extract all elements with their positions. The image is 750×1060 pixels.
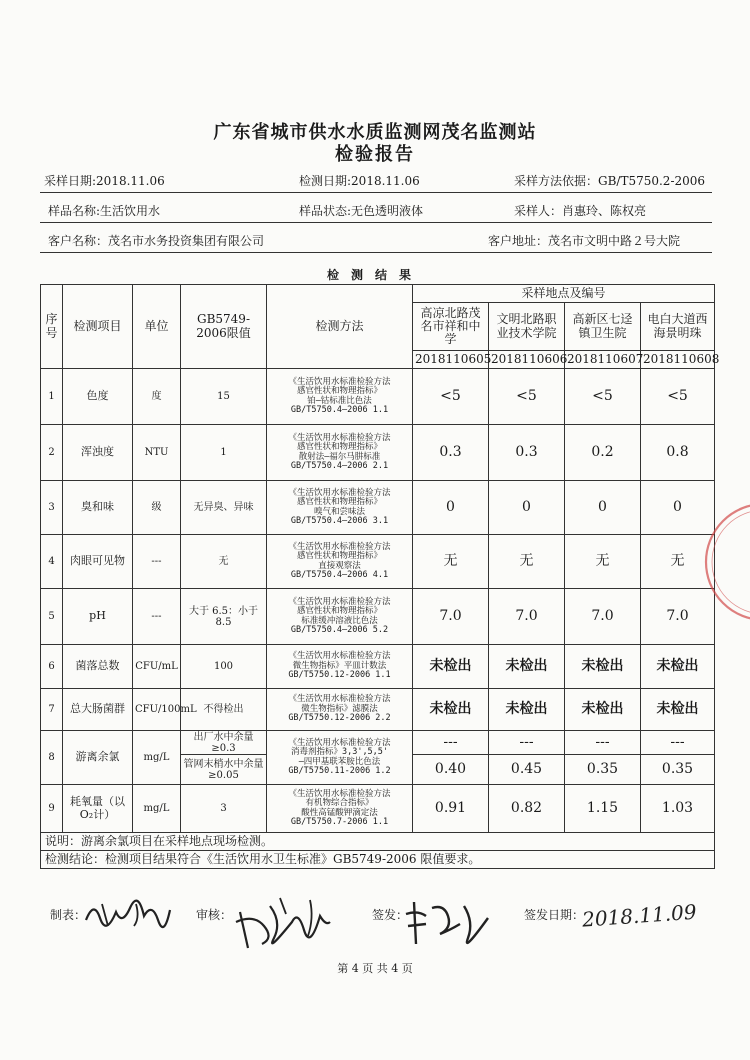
header-unit: 单位: [133, 285, 181, 369]
site-code: 2018110606: [489, 351, 565, 369]
row-value: 0.35: [565, 755, 641, 785]
method-line: 《生活饮用水标准检验方法: [288, 487, 391, 498]
sample-date: 采样日期:2018.11.06: [44, 174, 165, 188]
test-date: 检测日期:2018.11.06: [299, 174, 420, 188]
results-rows: [41, 369, 715, 833]
table-row: [41, 689, 715, 731]
row-limit: 1: [181, 425, 267, 481]
report-subtitle: 检验报告: [335, 144, 415, 165]
row-limit: 大于 6.5：小于 8.5: [181, 589, 267, 645]
method-line: 《生活饮用水标准检验方法: [288, 376, 391, 387]
issued-label: 签发：: [372, 908, 409, 922]
row-value: 0: [413, 481, 489, 535]
table-row: [41, 589, 715, 645]
row-value: 0.82: [489, 785, 565, 833]
table-row: [41, 425, 715, 481]
row-value: 0.2: [565, 425, 641, 481]
row-value: ---: [489, 731, 565, 755]
row-value: 未检出: [641, 689, 715, 731]
method-line: 感官性状和物理指标》: [296, 606, 382, 617]
row-method: [267, 425, 413, 481]
table-row: [41, 481, 715, 535]
table-row: [41, 369, 715, 425]
method-line: GB/T5750.12-2006 1.1: [288, 670, 391, 681]
row-value: 0.91: [413, 785, 489, 833]
method-line: GB/T5750.11-2006 1.2: [288, 765, 391, 776]
report-title: 广东省城市供水水质监测网茂名监测站: [213, 122, 537, 143]
row-unit: mg/L: [133, 785, 181, 833]
header-item: 检测项目: [63, 285, 133, 369]
header-seq: 序号: [41, 285, 63, 369]
sample-state: 样品状态:无色透明液体: [299, 204, 424, 218]
method-line: 《生活饮用水标准检验方法: [288, 541, 391, 552]
info-line-1: [40, 170, 712, 193]
row-value: 0: [489, 481, 565, 535]
row-value: 7.0: [565, 589, 641, 645]
sample-name: 样品名称:生活饮用水: [48, 204, 161, 218]
method-line: 感官性状和物理指标》: [296, 386, 382, 397]
row-value: 0: [641, 481, 715, 535]
row-value: <5: [565, 369, 641, 425]
row-value: 未检出: [413, 689, 489, 731]
row-seq: 4: [41, 535, 63, 589]
row-method: [267, 589, 413, 645]
header-limit: GB5749-2006限值: [181, 285, 267, 369]
row-value: 未检出: [413, 645, 489, 689]
method-line: 消毒剂指标》3,3',5,5': [290, 747, 389, 758]
site-name: 文明北路职业技术学院: [489, 303, 565, 351]
results-title: 检测结果: [326, 268, 423, 282]
row-unit: CFU/mL: [133, 645, 181, 689]
method-line: 《生活饮用水标准检验方法: [288, 596, 391, 607]
row-item: 肉眼可见物: [63, 535, 133, 589]
row-limit: 不得检出: [181, 689, 267, 731]
svg-text:2018.11.09: 2018.11.09: [581, 899, 698, 932]
prepared-label: 制表：: [50, 908, 87, 922]
official-stamp: [690, 500, 750, 620]
row-value: 0.45: [489, 755, 565, 785]
row-unit: NTU: [133, 425, 181, 481]
row-method: [267, 481, 413, 535]
site-code: 2018110608: [641, 351, 715, 369]
row-value: <5: [413, 369, 489, 425]
row-seq: 6: [41, 645, 63, 689]
page-footer: 第 4 页 共 4 页: [337, 962, 413, 975]
row-value: 无: [489, 535, 565, 589]
row-value: <5: [489, 369, 565, 425]
row-seq: 7: [41, 689, 63, 731]
row-value: 7.0: [641, 589, 715, 645]
table-row: [41, 645, 715, 689]
row-value: 0.3: [489, 425, 565, 481]
row-value: ---: [565, 731, 641, 755]
site-name: 电白大道西海景明珠: [641, 303, 715, 351]
client-name: 客户名称：茂名市水务投资集团有限公司: [48, 234, 265, 248]
row-seq: 9: [41, 785, 63, 833]
row-method: [267, 689, 413, 731]
row-limit: 100: [181, 645, 267, 689]
row-value: <5: [641, 369, 715, 425]
row-value: 未检出: [565, 689, 641, 731]
row-value: ---: [641, 731, 715, 755]
row-limit: 无异臭、异味: [181, 481, 267, 535]
method-line: 酸性高锰酸钾滴定法: [301, 807, 378, 818]
row-value: 未检出: [641, 645, 715, 689]
row-method: [267, 369, 413, 425]
method-line: 《生活饮用水标准检验方法: [288, 788, 391, 799]
site-code: 2018110605: [413, 351, 489, 369]
row-unit: 级: [133, 481, 181, 535]
row-value: 0.3: [413, 425, 489, 481]
row-seq: 8: [41, 731, 63, 785]
row-limit: 无: [181, 535, 267, 589]
row-limit: 3: [181, 785, 267, 833]
prepared-signature: [82, 896, 172, 932]
method-line: GB/T5750.7-2006 1.1: [290, 816, 389, 827]
row-item: 游离余氯: [63, 731, 133, 785]
sampler: 采样人：肖惠玲、陈权亮: [514, 204, 647, 218]
row-seq: 1: [41, 369, 63, 425]
row-value: 0: [565, 481, 641, 535]
row-item: pH: [63, 589, 133, 645]
method-line: 嗅气和尝味法: [313, 506, 365, 517]
row-unit: 度: [133, 369, 181, 425]
method-line: GB/T5750.4—2006 5.2: [290, 624, 389, 635]
method-line: GB/T5750.4—2006 1.1: [290, 404, 389, 415]
row-unit: ---: [133, 589, 181, 645]
reviewed-signature: [234, 892, 334, 954]
conclusion-text: 检测结论：检测项目结果符合《生活饮用水卫生标准》GB5749-2006 限值要求。: [41, 851, 715, 869]
info-line-2: [40, 200, 712, 223]
issue-date-handwritten: [580, 896, 698, 936]
row-unit: mg/L: [133, 731, 181, 785]
row-method: [267, 645, 413, 689]
issue-date-label: 签发日期：: [524, 908, 585, 922]
method-line: 散射法—福尔马肼标准: [298, 451, 381, 462]
method-line: 感官性状和物理指标》: [296, 497, 382, 508]
row-value: 未检出: [565, 645, 641, 689]
method-line: 标准缓冲溶液比色法: [301, 615, 378, 626]
row-limit: 出厂水中余量≥0.3: [181, 731, 267, 755]
row-value: 0.8: [641, 425, 715, 481]
row-method: [267, 535, 413, 589]
method-line: 直接观察法: [318, 560, 361, 571]
row-value: 未检出: [489, 689, 565, 731]
method-line: 有机物综合指标》: [305, 798, 374, 809]
row-item: 菌落总数: [63, 645, 133, 689]
row-value: 未检出: [489, 645, 565, 689]
site-name: 高凉北路茂名市祥和中学: [413, 303, 489, 351]
note-text: 说明：游离余氯项目在采样地点现场检测。: [41, 833, 715, 851]
row-value: 无: [641, 535, 715, 589]
row-unit: CFU/100mL: [133, 689, 181, 731]
row-value: 0.40: [413, 755, 489, 785]
row-limit: 15: [181, 369, 267, 425]
method-line: 《生活饮用水标准检验方法: [288, 737, 391, 748]
row-item: 耗氧量（以O₂计）: [63, 785, 133, 833]
row-value: 1.03: [641, 785, 715, 833]
method-line: 微生物指标》滤膜法: [301, 703, 378, 714]
method-line: 微生物指标》平皿计数法: [292, 660, 387, 671]
method-line: GB/T5750.12-2006 2.2: [288, 713, 391, 724]
method-line: 《生活饮用水标准检验方法: [288, 694, 391, 705]
method-line: 《生活饮用水标准检验方法: [288, 651, 391, 662]
row-value: 0.35: [641, 755, 715, 785]
row-item: 总大肠菌群: [63, 689, 133, 731]
header-method: 检测方法: [267, 285, 413, 369]
client-address: 客户地址：茂名市文明中路２号大院: [488, 234, 681, 248]
method-line: 铂—钴标准比色法: [307, 395, 372, 406]
method-line: 感官性状和物理指标》: [296, 442, 382, 453]
row-item: 臭和味: [63, 481, 133, 535]
row-seq: 5: [41, 589, 63, 645]
row-item: 色度: [63, 369, 133, 425]
row-method: [267, 785, 413, 833]
header-sites-group: 采样地点及编号: [413, 285, 715, 303]
results-table: [40, 284, 720, 869]
method-line: 《生活饮用水标准检验方法: [288, 432, 391, 443]
row-value: 1.15: [565, 785, 641, 833]
table-row: [41, 535, 715, 589]
method-line: GB/T5750.4—2006 2.1: [290, 460, 389, 471]
method-line: 感官性状和物理指标》: [296, 551, 382, 562]
method-basis: 采样方法依据：GB/T5750.2-2006: [514, 174, 706, 188]
row-unit: ---: [133, 535, 181, 589]
method-line: GB/T5750.4—2006 4.1: [290, 569, 389, 580]
method-line: —四甲基联苯胺比色法: [298, 756, 381, 767]
site-name: 高新区七迳镇卫生院: [565, 303, 641, 351]
table-row: [41, 731, 715, 755]
row-value: 无: [565, 535, 641, 589]
row-value: 7.0: [413, 589, 489, 645]
row-method: [267, 731, 413, 785]
method-line: GB/T5750.4—2006 3.1: [290, 515, 389, 526]
site-code: 2018110607: [565, 351, 641, 369]
info-line-3: [40, 230, 712, 253]
issued-signature: [404, 894, 492, 948]
row-value: 7.0: [489, 589, 565, 645]
row-limit: 管网末梢水中余量≥0.05: [181, 755, 267, 785]
row-value: ---: [413, 731, 489, 755]
row-seq: 2: [41, 425, 63, 481]
row-value: 无: [413, 535, 489, 589]
row-seq: 3: [41, 481, 63, 535]
table-row: [41, 785, 715, 833]
reviewed-label: 审核：: [196, 908, 233, 922]
row-item: 浑浊度: [63, 425, 133, 481]
